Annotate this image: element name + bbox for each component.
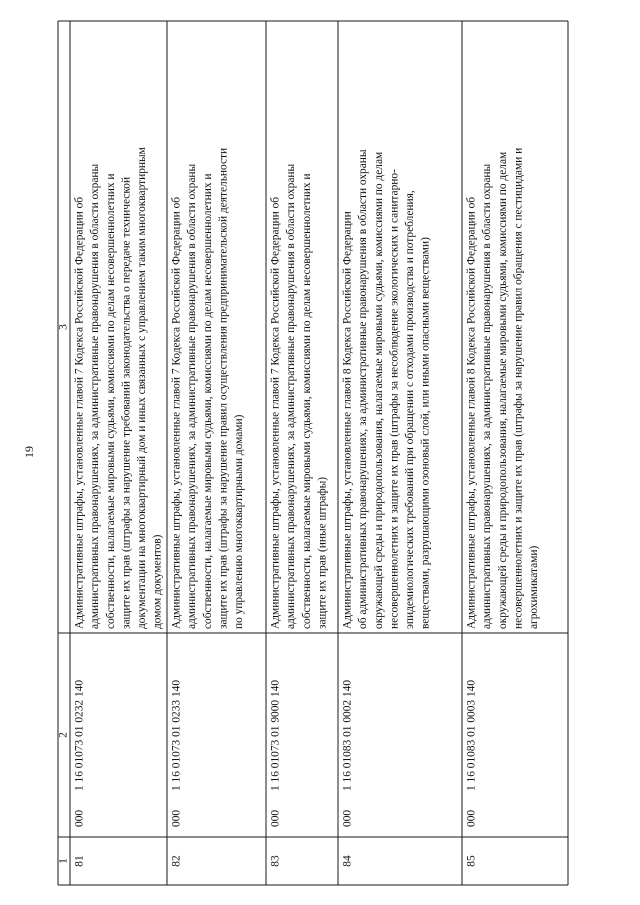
description-line: собственности, налагаемые мировыми судьями, комиссиями по делам несовершеннолетних и <box>300 173 313 629</box>
budget-code: 1 16 01073 01 9000 140 <box>269 679 282 791</box>
budget-code: 1 16 01083 01 0002 140 <box>341 679 354 791</box>
description-line: агрохимикатами) <box>528 545 541 629</box>
description-line: защите их прав (штрафы за нарушение требований законодательства о передаче технической <box>120 176 133 629</box>
description-line: несовершеннолетних и защите их прав (штрафы за нарушение правил обращения с пестицидами и <box>512 147 525 629</box>
description-line: собственности, налагаемые мировыми судьями, комиссиями по делам несовершеннолетних и <box>104 173 117 629</box>
description-line: по управлению многоквартирными домами) <box>233 414 246 629</box>
admin-code: 000 <box>341 809 354 827</box>
row-number: 82 <box>170 855 183 867</box>
table-row <box>270 163 329 866</box>
header-col-2: 2 <box>57 732 70 738</box>
description-line: несовершеннолетних и защите их прав (штрафы за несоблюдение экологических и санитарно- <box>388 169 401 629</box>
budget-code: 1 16 01073 01 0233 140 <box>170 679 183 791</box>
admin-code: 000 <box>269 809 282 827</box>
table-row <box>74 147 164 867</box>
description-line: административных правонарушениях, за административные правонарушения в области охраны <box>186 163 199 629</box>
description-line: веществами, разрушающими озоновый слой, или иными опасными веществами) <box>419 237 432 629</box>
table-row <box>342 149 432 867</box>
budget-code: 1 16 01083 01 0003 140 <box>465 679 478 791</box>
page-number: 19 <box>21 446 36 458</box>
description-line: Административные штрафы, установленные главой 8 Кодекса Российской Федерации <box>341 211 354 629</box>
row-number: 85 <box>465 855 478 867</box>
description-line: Административные штрафы, установленные главой 8 Кодекса Российской Федерации об <box>465 196 478 629</box>
admin-code: 000 <box>465 809 478 827</box>
header-col-1: 1 <box>57 858 70 864</box>
row-number: 83 <box>269 855 282 867</box>
budget-code: 1 16 01073 01 0232 140 <box>73 679 86 791</box>
description-line: административных правонарушениях, за административные правонарушения в области охраны <box>481 163 494 629</box>
table-row <box>466 148 540 867</box>
description-line: защите их прав (штрафы за нарушение правил осуществления предпринимательской деятельности <box>217 147 230 629</box>
row-number: 81 <box>73 855 86 867</box>
admin-code: 000 <box>170 809 183 827</box>
admin-code: 000 <box>73 809 86 827</box>
description-line: окружающей среды и природопользования, налагаемые мировыми судьями, комиссиями по делам <box>372 151 385 629</box>
description-line: эпидемиологических требований при обращении с отходами производства и потребления, <box>404 190 417 629</box>
description-line: об административных правонарушениях, за административные правонарушения в области охраны <box>357 149 370 629</box>
fines-table <box>58 21 568 885</box>
description-line: Административные штрафы, установленные главой 7 Кодекса Российской Федерации об <box>269 196 282 629</box>
description-line: документации на многоквартирный дом и иных связанных с управлением таким многоквартирным <box>136 147 149 629</box>
header-col-3: 3 <box>57 324 70 330</box>
description-line: окружающей среды и природопользования, налагаемые мировыми судьями, комиссиями по делам <box>496 151 509 629</box>
table-row <box>171 148 245 867</box>
description-line: защите их прав (иные штрафы) <box>316 476 329 629</box>
description-line: домом документов) <box>151 534 164 629</box>
description-line: собственности, налагаемые мировыми судьями, комиссиями по делам несовершеннолетних и <box>201 173 214 629</box>
description-line: Административные штрафы, установленные главой 7 Кодекса Российской Федерации об <box>170 196 183 629</box>
table-rows <box>74 147 540 867</box>
description-line: Административные штрафы, установленные главой 7 Кодекса Российской Федерации об <box>73 196 86 629</box>
row-number: 84 <box>341 855 354 867</box>
description-line: административных правонарушениях, за административные правонарушения в области охраны <box>285 163 298 629</box>
description-line: административных правонарушениях, за административные правонарушения в области охраны <box>89 163 102 629</box>
